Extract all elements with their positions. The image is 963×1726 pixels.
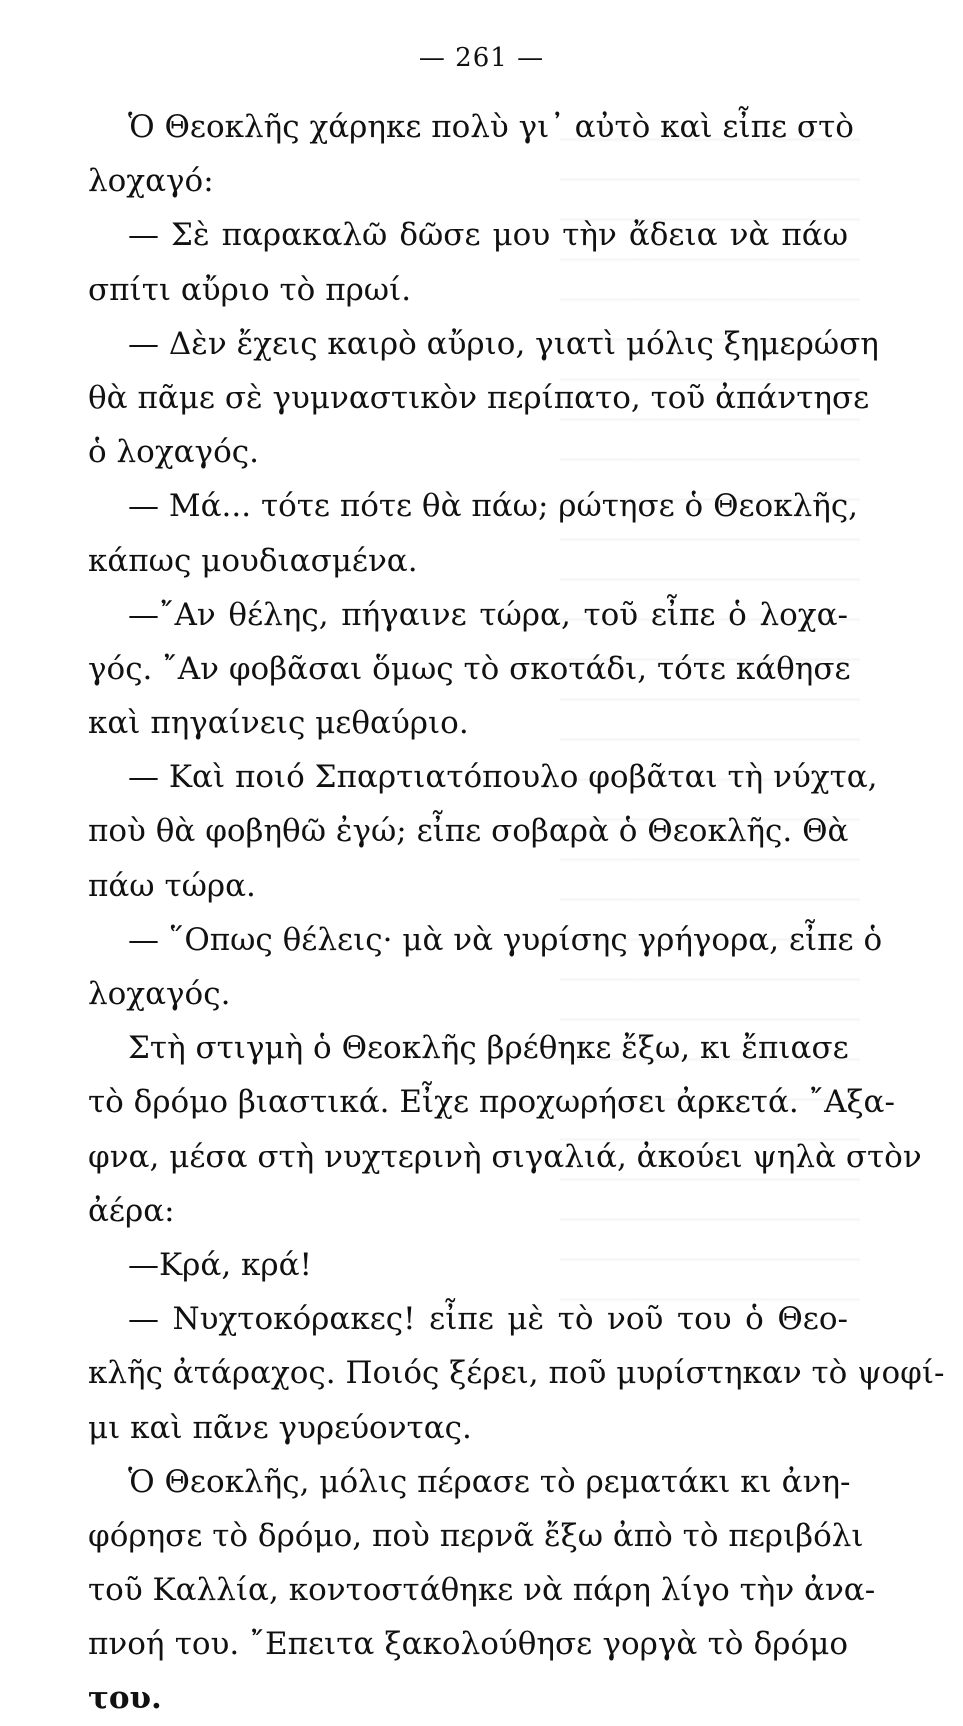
text-line: — ῞Οπως θέλεις· μὰ νὰ γυρίσης γρήγορα, εἶπε ὁ [128,921,883,958]
text-line: — Καὶ ποιό Σπαρτιατόπουλο φοβᾶται τὴ νύχτα, [128,759,878,796]
text-line: ἀέρα: [88,1192,175,1229]
body-text [88,100,945,1726]
text-line: Ὁ Θεοκλῆς, μόλις πέρασε τὸ ρεματάκι κι ἀνη- [128,1463,851,1500]
text-line: ποὺ θὰ φοβηθῶ ἐγώ; εἶπε σοβαρὰ ὁ Θεοκλῆς. Θὰ [88,813,849,850]
text-line: Ὁ Θεοκλῆς χάρηκε πολὺ γι᾽ αὐτὸ καὶ εἶπε στὸ [128,109,854,145]
text-line: ὁ λοχαγός. [88,434,259,471]
text-line: Στὴ στιγμὴ ὁ Θεοκλῆς βρέθηκε ἔξω, κι ἔπιασε [128,1030,849,1067]
text-line: κάπως μουδιασμένα. [88,542,418,579]
text-line: —Κρά, κρά! [128,1246,313,1283]
text-line: — Δὲν ἔχεις καιρὸ αὔριο, γιατὶ μόλις ξημερώση [128,325,879,362]
text-line: κλῆς ἀτάραχος. Ποιός ξέρει, ποῦ μυρίστηκαν τὸ ψοφί- [88,1355,945,1392]
text-line: σπίτι αὔριο τὸ πρωί. [88,271,412,308]
text-line: — Σὲ παρακαλῶ δῶσε μου τὴν ἄδεια νὰ πάω [128,217,848,254]
text-line: τοῦ Καλλία, κοντοστάθηκε νὰ πάρη λίγο τὴν ἀνα- [88,1572,876,1609]
text-line: γός. ῎Αν φοβᾶσαι ὅμως τὸ σκοτάδι, τότε κάθησε [88,650,851,687]
text-line: πάω τώρα. [88,867,256,904]
text-line: φόρησε τὸ δρόμο, ποὺ περνᾶ ἔξω ἀπὸ τὸ περιβόλι [88,1517,864,1554]
text-line: — Μά... τότε πότε θὰ πάω; ρώτησε ὁ Θεοκλῆς, [128,488,859,525]
text-line: μι καὶ πᾶνε γυρεύοντας. [88,1409,472,1446]
text-line: — Νυχτοκόρακες! εἶπε μὲ τὸ νοῦ του ὁ Θεο- [128,1301,848,1338]
text-line: —῎Αν θέλης, πήγαινε τώρα, τοῦ εἶπε ὁ λοχα- [128,596,848,633]
page-number: — 261 — [418,43,545,73]
text-line: πνοή του. ῎Επειτα ξακολούθησε γοργὰ τὸ δρόμο [88,1626,848,1663]
text-line: καὶ πηγαίνεις μεθαύριο. [88,705,469,742]
text-line: τὸ δρόμο βιαστικά. Εἶχε προχωρήσει ἀρκετά. ῎Αξα- [88,1084,895,1121]
text-line: λοχαγός. [88,976,231,1012]
text-line: θὰ πᾶμε σὲ γυμναστικὸν περίπατο, τοῦ ἀπάντησε [88,379,870,416]
text-line: του. [88,1680,162,1717]
text-line: λοχαγό: [88,163,214,200]
text-line: φνα, μέσα στὴ νυχτερινὴ σιγαλιά, ἀκούει ψηλὰ στὸν [88,1138,922,1175]
